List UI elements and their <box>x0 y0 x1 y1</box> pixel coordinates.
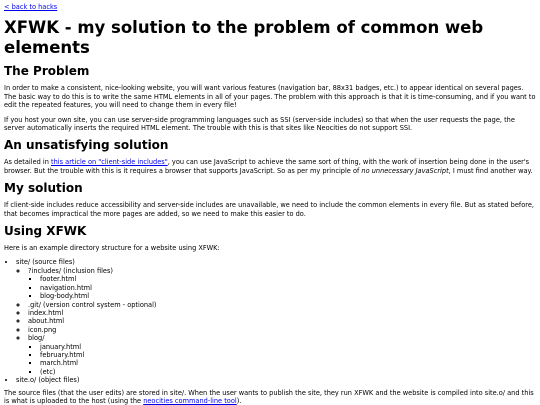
includes-children <box>28 275 536 300</box>
tree-item-git: ◦ .git/ (version control system - optional) <box>28 301 536 309</box>
tree-item-index: ◦ index.html <box>28 309 536 317</box>
heading-unsatisfying-solution: An unsatisfying solution <box>4 138 169 153</box>
client-side-includes-link[interactable]: this article on "client-side includes" <box>51 158 168 167</box>
tree-item-about: ◦ about.html <box>28 317 536 325</box>
outro-text-2: ). <box>236 396 242 405</box>
tree-item-etc: ▪ (etc) <box>40 368 536 376</box>
no-unnecessary-javascript-emphasis: no unnecessary JavaScript <box>361 166 449 175</box>
blog-children <box>28 343 536 377</box>
neocities-cli-link[interactable]: neocities command-line tool <box>143 396 237 405</box>
tree-item-site <box>16 258 536 376</box>
tree-item-blog-body: ▪ blog-body.html <box>40 292 536 300</box>
unsatisfying-text-1: As detailed in <box>4 158 52 167</box>
problem-paragraph-1: In order to make a consistent, nice-looking website, you will want various features (navigation bar, 88x31 badges, etc.) to appear identical on several pages. The basic way to do this is to write the same HTML elements in all of your pages. The problem with this approach is that it is time-consuming, and if you want to edit the repeated features, you will need to change them in every file! <box>4 84 536 110</box>
tree-item-icon: ◦ icon.png <box>28 326 536 334</box>
tree-item-march: ▪ march.html <box>40 359 536 367</box>
heading-using-xfwk: Using XFWK <box>4 224 87 239</box>
heading-my-solution: My solution <box>4 181 83 196</box>
using-intro: Here is an example directory structure for a website using XFWK: <box>4 244 220 253</box>
heading-the-problem: The Problem <box>4 64 90 79</box>
tree-item-january: ▪ january.html <box>40 343 536 351</box>
site-children <box>16 267 536 376</box>
tree-item-blog <box>28 334 536 376</box>
outro-text-1: The source files (that the user edits) are stored in site/. When the user wants to publish the site, they run XFWK and the website is compiled into site.o/ and this is what is uploaded to the host (using the <box>4 388 534 405</box>
tree-item-includes <box>28 267 536 301</box>
tree-label-blog: blog/ <box>28 334 45 343</box>
unsatisfying-text-3: , I must find another way. <box>448 166 533 175</box>
tree-label-site: site/ (source files) <box>16 258 75 267</box>
tree-item-february: ▪ february.html <box>40 351 536 359</box>
page-title: XFWK - my solution to the problem of common web elements <box>4 18 484 58</box>
back-to-hacks-link[interactable]: < back to hacks <box>4 3 58 11</box>
solution-paragraph: If client-side includes reduce accessibility and server-side includes are unavailable, we need to include the common elements in every file. But as stated before, that becomes impractical the more pages are added, so we need to make this easier to do. <box>4 201 534 218</box>
tree-item-site-o: • site.o/ (object files) <box>16 376 536 384</box>
unsatisfying-paragraph <box>4 158 536 175</box>
unsatisfying-text-2: , you can use JavaScript to achieve the same sort of thing, with the work of insertion being done in the user's browser. But the trouble with this is it requires a browser that supports JavaScript. So as per my principle of <box>4 158 530 175</box>
using-outro <box>4 389 536 405</box>
tree-label-includes: ?includes/ (inclusion files) <box>28 266 113 275</box>
tree-item-footer: ▪ footer.html <box>40 275 536 283</box>
tree-item-navigation: ▪ navigation.html <box>40 284 536 292</box>
directory-tree <box>4 258 536 384</box>
problem-paragraph-2: If you host your own site, you can use server-side programming languages such as SSI (server-side includes) so that when the user requests the page, the server automatically inserts the required HTML element. The trouble with this is that sites like Neocities do not support SSI. <box>4 115 515 133</box>
